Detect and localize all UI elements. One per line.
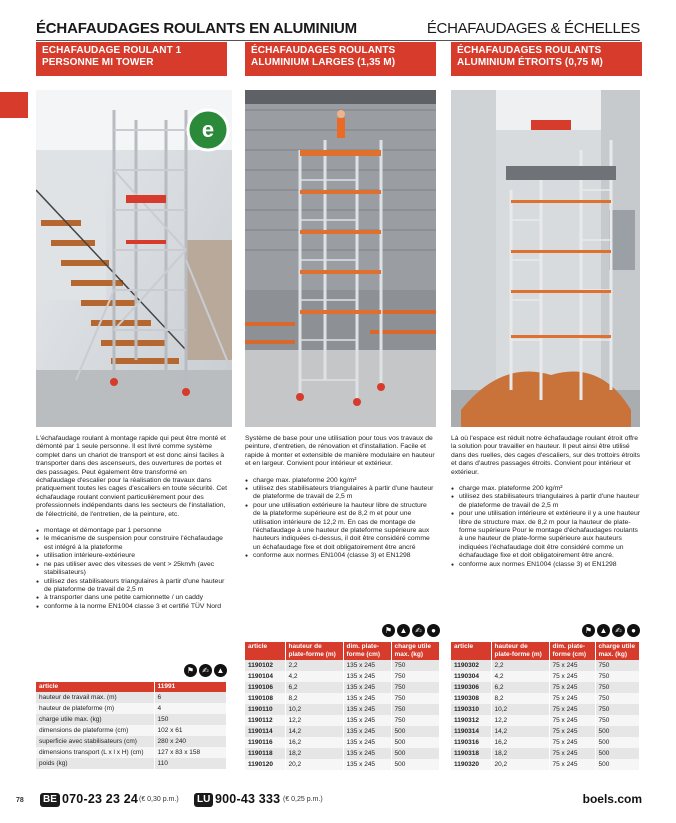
table-row (36, 736, 227, 747)
platform-height: 8,2 (491, 693, 549, 704)
article-number: 1190314 (451, 726, 491, 737)
product-description: Système de base pour une utilisation pour tous vos travaux de peinture, d'entretien, de rénovation et d'installation. Facile et rapide à monter et extensible de manière modulaire en hauteur et en largeur. Convient pour intérieur et extérieur. (245, 435, 435, 468)
table-row (36, 725, 227, 736)
platform-dimensions: 75 x 245 (549, 737, 595, 748)
article-number: 1190306 (451, 682, 491, 693)
spec-block-mi-tower (36, 664, 227, 769)
platform-dimensions: 75 x 245 (549, 759, 595, 770)
page-title: ÉCHAFAUDAGES ROULANTS EN ALUMINIUM (36, 20, 357, 37)
article-number: 1190318 (451, 748, 491, 759)
spec-table-wide (245, 642, 440, 770)
article-number: 1190104 (245, 671, 285, 682)
platform-dimensions: 135 x 245 (343, 759, 391, 770)
platform-dimensions: 135 x 245 (343, 715, 391, 726)
table-row (36, 758, 227, 769)
platform-dimensions: 135 x 245 (343, 726, 391, 737)
spec-value: 102 x 61 (154, 725, 227, 736)
wind-icon: ⚑ (582, 624, 595, 637)
table-row (245, 737, 440, 748)
article-number: 1190110 (245, 704, 285, 715)
feature-item: ● utilisation intérieure-extérieure (36, 552, 227, 560)
platform-dimensions: 75 x 245 (549, 693, 595, 704)
max-load: 500 (391, 759, 440, 770)
platform-height: 2,2 (285, 660, 343, 671)
spec-label: dimensions transport (L x l x H) (cm) (36, 747, 154, 758)
column-heading: ÉCHAFAUDAGES ROULANTS ALUMINIUM ÉTROITS (0,75 M) (451, 42, 642, 76)
stabilizer-icon: ▲ (597, 624, 610, 637)
article-number: 1190308 (451, 693, 491, 704)
table-row (245, 671, 440, 682)
product-column-wide (245, 42, 436, 561)
platform-dimensions: 75 x 245 (549, 704, 595, 715)
product-photo-mi-tower (36, 90, 232, 427)
spec-value: 4 (154, 703, 227, 714)
platform-height: 20,2 (491, 759, 549, 770)
phone-be[interactable]: 070-23 23 24 (62, 792, 139, 806)
stair-scaffold-photo (36, 90, 232, 427)
usage-icons (451, 624, 640, 638)
max-load: 750 (595, 660, 640, 671)
feature-list (451, 485, 642, 569)
country-badge-be: BE (40, 793, 60, 807)
platform-height: 8,2 (285, 693, 343, 704)
table-row (451, 759, 640, 770)
feature-item: ● conforme aux normes EN1004 (classe 3) et EN1298 (451, 561, 642, 569)
article-number: 1190116 (245, 737, 285, 748)
platform-dimensions: 135 x 245 (343, 704, 391, 715)
platform-dimensions: 75 x 245 (549, 660, 595, 671)
platform-dimensions: 135 x 245 (343, 671, 391, 682)
feature-item: ● charge max. plateforme 200 kg/m² (245, 477, 436, 485)
article-number: 1190320 (451, 759, 491, 770)
max-load: 500 (595, 737, 640, 748)
article-number: 1190114 (245, 726, 285, 737)
article-number: 1190108 (245, 693, 285, 704)
max-load: 500 (391, 748, 440, 759)
max-load: 500 (391, 726, 440, 737)
narrow-scaffold-photo (451, 90, 640, 427)
feature-item: ● utilisez des stabilisateurs triangulaires à partir d'une hauteur de plateforme de travail de 2,5 m (245, 485, 436, 502)
feature-item: ● ne pas utiliser avec des vitesses de vent > 25km/h (avec stabilisateurs) (36, 561, 227, 578)
column-heading: ÉCHAFAUDAGES ROULANTS ALUMINIUM LARGES (1,35 M) (245, 42, 436, 76)
spec-label: hauteur de travail max. (m) (36, 692, 154, 703)
spec-value: 150 (154, 714, 227, 725)
max-load: 500 (391, 737, 440, 748)
feature-item: ● charge max. plateforme 200 kg/m² (451, 485, 642, 493)
table-row (451, 693, 640, 704)
table-header: charge utile max. (kg) (595, 642, 640, 660)
article-number: 1190118 (245, 748, 285, 759)
table-row (451, 715, 640, 726)
table-row (451, 748, 640, 759)
spec-value: 6 (154, 692, 227, 703)
country-badge-lu: LU (194, 793, 213, 807)
title-divider (36, 40, 640, 41)
table-header: dim. plate-forme (cm) (343, 642, 391, 660)
table-row (36, 714, 227, 725)
article-number: 1190102 (245, 660, 285, 671)
stabilizer-icon: ▲ (397, 624, 410, 637)
table-row (451, 737, 640, 748)
max-load: 750 (391, 671, 440, 682)
platform-height: 16,2 (285, 737, 343, 748)
spec-block-wide (245, 624, 440, 770)
table-row (36, 703, 227, 714)
platform-height: 20,2 (285, 759, 343, 770)
article-number: 1190120 (245, 759, 285, 770)
platform-dimensions: 75 x 245 (549, 682, 595, 693)
table-header: article (451, 642, 491, 660)
platform-dimensions: 75 x 245 (549, 748, 595, 759)
product-description: L'échafaudage roulant à montage rapide qui peut être monté et démonté par 1 seule personne. Il est livré comme système complet dans un chariot de transport et est donc ainsi faciles à transporter dans des ascenseurs, des ouvertures de portes et des passages. Peut également être transformé en échafaudage d'escalier pour la réalisation de travaux dans pratiquement toutes les cages d'escaliers en toute sécurité. Cet échafaudage roulant convient particulièrement pour des professionnels indépendants dans les secteurs de l'installation, de l'électricité, de l'entretien, de la peinture, etc. (36, 435, 227, 518)
platform-dimensions: 135 x 245 (343, 682, 391, 693)
table-header: article (36, 682, 154, 692)
product-column-narrow (451, 42, 642, 569)
helmet-icon: ● (627, 624, 640, 637)
manual-icon: ✍ (412, 624, 425, 637)
page-tab-marker (0, 92, 28, 118)
platform-height: 4,2 (285, 671, 343, 682)
usage-icons (36, 664, 227, 678)
table-row (36, 747, 227, 758)
max-load: 750 (595, 671, 640, 682)
max-load: 500 (595, 759, 640, 770)
table-header: charge utile max. (kg) (391, 642, 440, 660)
section-label: ÉCHAFAUDAGES & ÉCHELLES (426, 20, 640, 37)
table-row (245, 682, 440, 693)
table-header: 11991 (154, 682, 227, 692)
article-number: 1190304 (451, 671, 491, 682)
platform-height: 12,2 (285, 715, 343, 726)
article-number: 1190112 (245, 715, 285, 726)
max-load: 500 (595, 748, 640, 759)
product-photo-narrow (451, 90, 640, 427)
spec-table-narrow (451, 642, 640, 770)
helmet-icon: ● (427, 624, 440, 637)
max-load: 750 (391, 704, 440, 715)
platform-height: 14,2 (285, 726, 343, 737)
table-header: dim. plate-forme (cm) (549, 642, 595, 660)
platform-dimensions: 135 x 245 (343, 693, 391, 704)
feature-item: ● utilisez des stabilisateurs triangulaires à partir d'une hauteur de plateforme de travail de 2,5 m (451, 493, 642, 510)
spec-label: superficie avec stabilisateurs (cm) (36, 736, 154, 747)
feature-item: ● pour une utilisation extérieure la hauteur libre de structure de la plateforme supérieure est de 8,2 m et pour une utilisation intérieure de 12,2 m. En cas de montage de l'échafaudage à une hauteur de plateforme supérieure aux hauteurs indiquées ci-dessus, il doit être considéré comme un échafaudage fixe et doit obligatoirement être ancré (245, 502, 436, 552)
feature-item: ● le mécanisme de suspension pour construire l'échafaudage est intégré à la plateforme (36, 535, 227, 552)
platform-height: 14,2 (491, 726, 549, 737)
manual-icon: ✍ (612, 624, 625, 637)
max-load: 500 (595, 726, 640, 737)
table-row (245, 748, 440, 759)
wind-icon: ⚑ (382, 624, 395, 637)
table-row (451, 660, 640, 671)
platform-dimensions: 135 x 245 (343, 660, 391, 671)
spec-label: poids (kg) (36, 758, 154, 769)
spec-label: charge utile max. (kg) (36, 714, 154, 725)
max-load: 750 (595, 682, 640, 693)
feature-item: ● à transporter dans une petite camionnette / un caddy (36, 594, 227, 602)
table-row (451, 671, 640, 682)
feature-item: ● conforme aux normes EN1004 (classe 3) et EN1298 (245, 552, 436, 560)
article-number: 1190316 (451, 737, 491, 748)
rate-be: (€ 0,30 p.m.) (139, 796, 179, 803)
max-load: 750 (391, 693, 440, 704)
platform-height: 2,2 (491, 660, 549, 671)
product-description: Là où l'espace est réduit notre échafaudage roulant étroit offre la solution pour travailler en hauteur. Il peut ainsi être utilisé dans des ruelles, des cages d'escaliers, sur des trottoirs étroits et dans d'autres passages étroits. Convient pour intérieur et extérieur. (451, 435, 641, 476)
feature-item: ● pour une utilisation intérieure et extérieure il y a une hauteur libre de structure max. de 8,2 m pour la hauteur de plate-forme supérieure Pour le montage d'échafaudages roulants à une hauteur de plate-forme supérieure aux hauteurs indiquées l'échafaudage doit être considéré comme un échafaudage fixe et doit obligatoirement être ancré. (451, 510, 642, 560)
platform-height: 18,2 (491, 748, 549, 759)
article-number: 1190310 (451, 704, 491, 715)
platform-height: 16,2 (491, 737, 549, 748)
phone-lu[interactable]: 900-43 333 (215, 792, 281, 806)
product-photo-wide (245, 90, 436, 427)
spec-value: 110 (154, 758, 227, 769)
spec-value: 127 x 83 x 158 (154, 747, 227, 758)
table-row (245, 715, 440, 726)
max-load: 750 (595, 693, 640, 704)
wide-scaffold-photo (245, 90, 436, 427)
table-row (451, 704, 640, 715)
table-row (451, 726, 640, 737)
feature-item: ● conforme à la norme EN1004 classe 3 et certifié TÜV Nord (36, 603, 227, 611)
feature-list (245, 477, 436, 561)
platform-height: 6,2 (285, 682, 343, 693)
platform-dimensions: 135 x 245 (343, 748, 391, 759)
platform-height: 18,2 (285, 748, 343, 759)
max-load: 750 (595, 715, 640, 726)
spec-value: 280 x 240 (154, 736, 227, 747)
platform-dimensions: 75 x 245 (549, 715, 595, 726)
table-row (451, 682, 640, 693)
platform-height: 4,2 (491, 671, 549, 682)
article-number: 1190312 (451, 715, 491, 726)
article-number: 1190106 (245, 682, 285, 693)
table-header: article (245, 642, 285, 660)
platform-dimensions: 75 x 245 (549, 671, 595, 682)
platform-height: 12,2 (491, 715, 549, 726)
max-load: 750 (391, 715, 440, 726)
column-heading: ECHAFAUDAGE ROULANT 1 PERSONNE MI TOWER (36, 42, 227, 76)
page-number: 78 (16, 797, 24, 804)
table-row (245, 726, 440, 737)
max-load: 750 (595, 704, 640, 715)
spec-block-narrow (451, 624, 640, 770)
platform-dimensions: 135 x 245 (343, 737, 391, 748)
article-number: 1190302 (451, 660, 491, 671)
feature-item: ● montage et démontage par 1 personne (36, 527, 227, 535)
page-footer (0, 791, 676, 815)
wind-icon: ⚑ (184, 664, 197, 677)
ecology-badge-icon: e (201, 117, 215, 142)
max-load: 750 (391, 660, 440, 671)
product-column-mi-tower (36, 42, 227, 611)
platform-dimensions: 75 x 245 (549, 726, 595, 737)
spec-label: dimensions de plateforme (cm) (36, 725, 154, 736)
table-row (36, 692, 227, 703)
table-row (245, 759, 440, 770)
table-row (245, 660, 440, 671)
feature-item: ● utilisez des stabilisateurs triangulaires à partir d'une hauteur de plateforme de travail de 2,5 m (36, 578, 227, 595)
usage-icons (245, 624, 440, 638)
max-load: 750 (391, 682, 440, 693)
spec-table-mi-tower (36, 682, 227, 769)
website-link[interactable]: boels.com (582, 792, 642, 806)
feature-list (36, 527, 227, 611)
spec-label: hauteur de plateforme (m) (36, 703, 154, 714)
table-row (245, 693, 440, 704)
helmet-icon: ▲ (214, 664, 227, 677)
platform-height: 6,2 (491, 682, 549, 693)
table-header: hauteur de plate-forme (m) (491, 642, 549, 660)
table-header: hauteur de plate-forme (m) (285, 642, 343, 660)
manual-icon: ✍ (199, 664, 212, 677)
rate-lu: (€ 0,25 p.m.) (283, 796, 323, 803)
platform-height: 10,2 (285, 704, 343, 715)
platform-height: 10,2 (491, 704, 549, 715)
table-row (245, 704, 440, 715)
